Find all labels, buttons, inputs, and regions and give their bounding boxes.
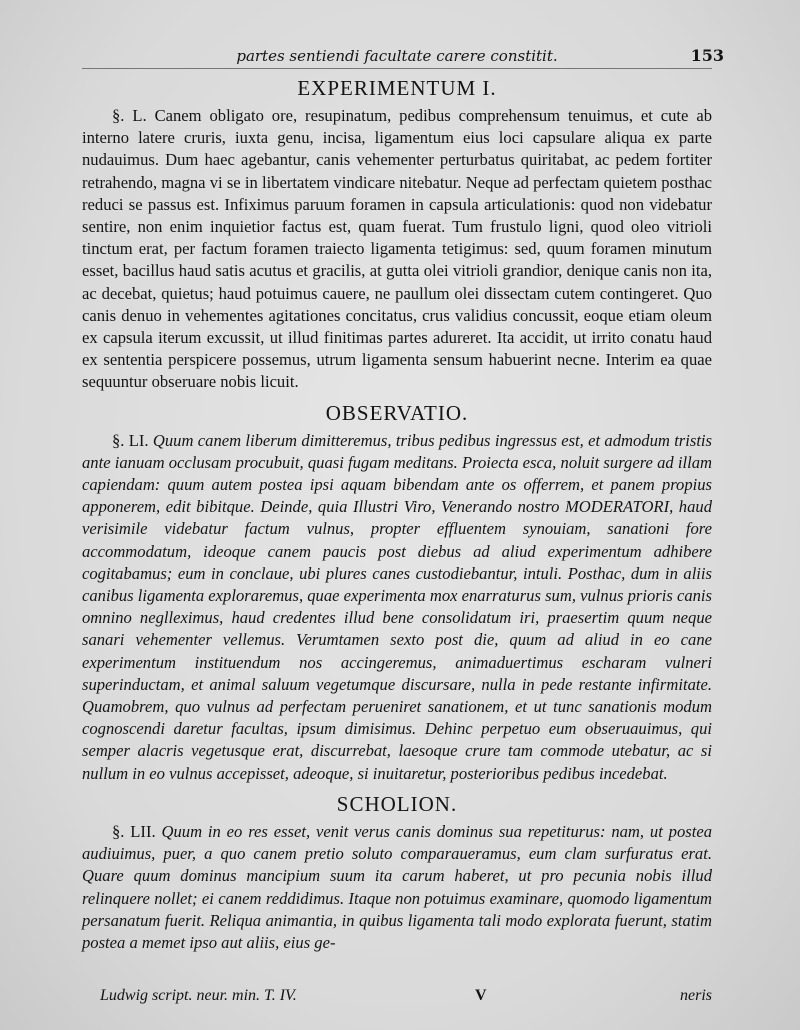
- section-heading: SCHOLION.: [336, 791, 458, 816]
- catchword: neris: [680, 987, 712, 1004]
- running-head: [82, 44, 724, 69]
- section-scholion: [82, 791, 712, 954]
- section-heading: EXPERIMENTUM I.: [297, 76, 497, 100]
- signature-mark: V: [475, 987, 487, 1004]
- paragraph-text: Quum in eo res esset, venit verus canis dominus sua repetiturus: nam, ut postea audiuimus, puer, a quo canem pretio soluto comparaueramus, eum clam surfuratus erat. Quare quum dominus mancipium suum ita carum haberet, ut pro pecunia nobis illud relinquere nollet; ei canem reddidimus. Itaque non potuimus examinare, quomodo ligamentum persanatum fuerit. Reliqua animantia, in quibus ligamenta tali modo explorata fuerunt, statim postea a memet ipso aut aliis, eius ge-: [82, 821, 712, 952]
- section-mark: §. L.: [112, 106, 147, 125]
- running-title: partes sentiendi facultate carere constitit.: [236, 47, 558, 65]
- section-mark: §. LII.: [112, 821, 156, 841]
- section-experimentum: [82, 75, 712, 394]
- section-observatio: [82, 400, 712, 785]
- section-paragraph: [82, 105, 712, 394]
- paragraph-text: Canem obligato ore, resupinatum, pedibus comprehensum tenuimus, et cute ab interno latere cruris, iuxta genu, incisa, ligamentum eius loci capsulare aliqua ex parte nudauimus. Dum haec agebantur, canis vehementer perturbatus quiritabat, ac pedem fortiter retrahendo, magna vi se in libertatem vindicare nitebatur. Neque ad perfectam quietem posthac reduci se passus est. Infiximus paruum foramen in capsula articulationis: quod non videbatur sentire, non enim inquietior factus est, quam fuerat. Tum frustulo ligni, quod oleo vitrioli tinctum erat, per factum foramen traiecto ligamenta tetigimus: sed, quum foramen minutum esset, bacillus haud satis acutus et gracilis, at gutta olei vitrioli grandior, denique canis non ita, ac decebat, quietus; haud potuimus cauere, ne paullum olei dissectam cutem contingeret. Quo canis denuo in vehementes agitationes concitatus, crus validius concussit, eoque etiam oleum ex capsula iterum excussit, ut illud finitimas partes adureret. Ita accidit, ut irrito conatu haud ex sententia perspicere possemus, utrum ligamenta sensum habuerint necne. Interim ea quae sequuntur obseruare nobis licuit.: [82, 106, 712, 392]
- section-heading: OBSERVATIO.: [325, 400, 469, 425]
- section-paragraph: [82, 430, 712, 785]
- printer-signature: Ludwig script. neur. min. T. IV.: [100, 987, 297, 1004]
- page-footer: [100, 985, 712, 1007]
- paragraph-text: Quum canem liberum dimitteremus, tribus pedibus ingressus est, et admodum tristis ante ianuam occlusam procubuit, quasi fugam meditans. Proiecta esca, noluit surgere ad illam capiendam: quum autem postea ipsi aquam bibendam ante os offerrem, et panem propius apponerem, edit bibitque. Deinde, quia Illustri Viro, Venerando nostro MODERATORI, haud verisimile videbatur factum vulnus, propter effluentem synouiam, sanationi fore accommodatum, ideoque canem paucis post diebus ad aliud experimentum adhibere cogitabamus; eum in conclaue, ubi plures canes custodiebantur, intuli. Posthac, dum in aliis canibus ligamenta exploraremus, quae experimenta mox enarraturus sum, vulnus prioris canis omnino neglleximus, haud credentes illud bene consolidatum iri, praesertim quum neque sanari vehementer vellemus. Verumtamen sexto post die, quum ad aliud in eo cane experimentum instituendum nos accingeremus, animaduertimus escharam vulneri superinductam, et animal saluum vegetumque discursare, nulla in pede restante infirmitate. Quamobrem, quo vulnus ad perfectam perueniret sanationem, et ut tunc sanationis modum cognoscendi daretur facultas, ipsum dimisimus. Dehinc perpetuo eum obseruauimus, qui semper alacris vegetusque erat, discurrebat, laesoque crure tam commode utebatur, ac si nullum in eo vulnus accepisset, adeoque, si inuitaretur, posterioribus pedibus incedebat.: [82, 430, 713, 783]
- section-paragraph: [82, 821, 712, 954]
- page-number: 153: [690, 46, 724, 65]
- section-mark: §. LI.: [112, 430, 149, 450]
